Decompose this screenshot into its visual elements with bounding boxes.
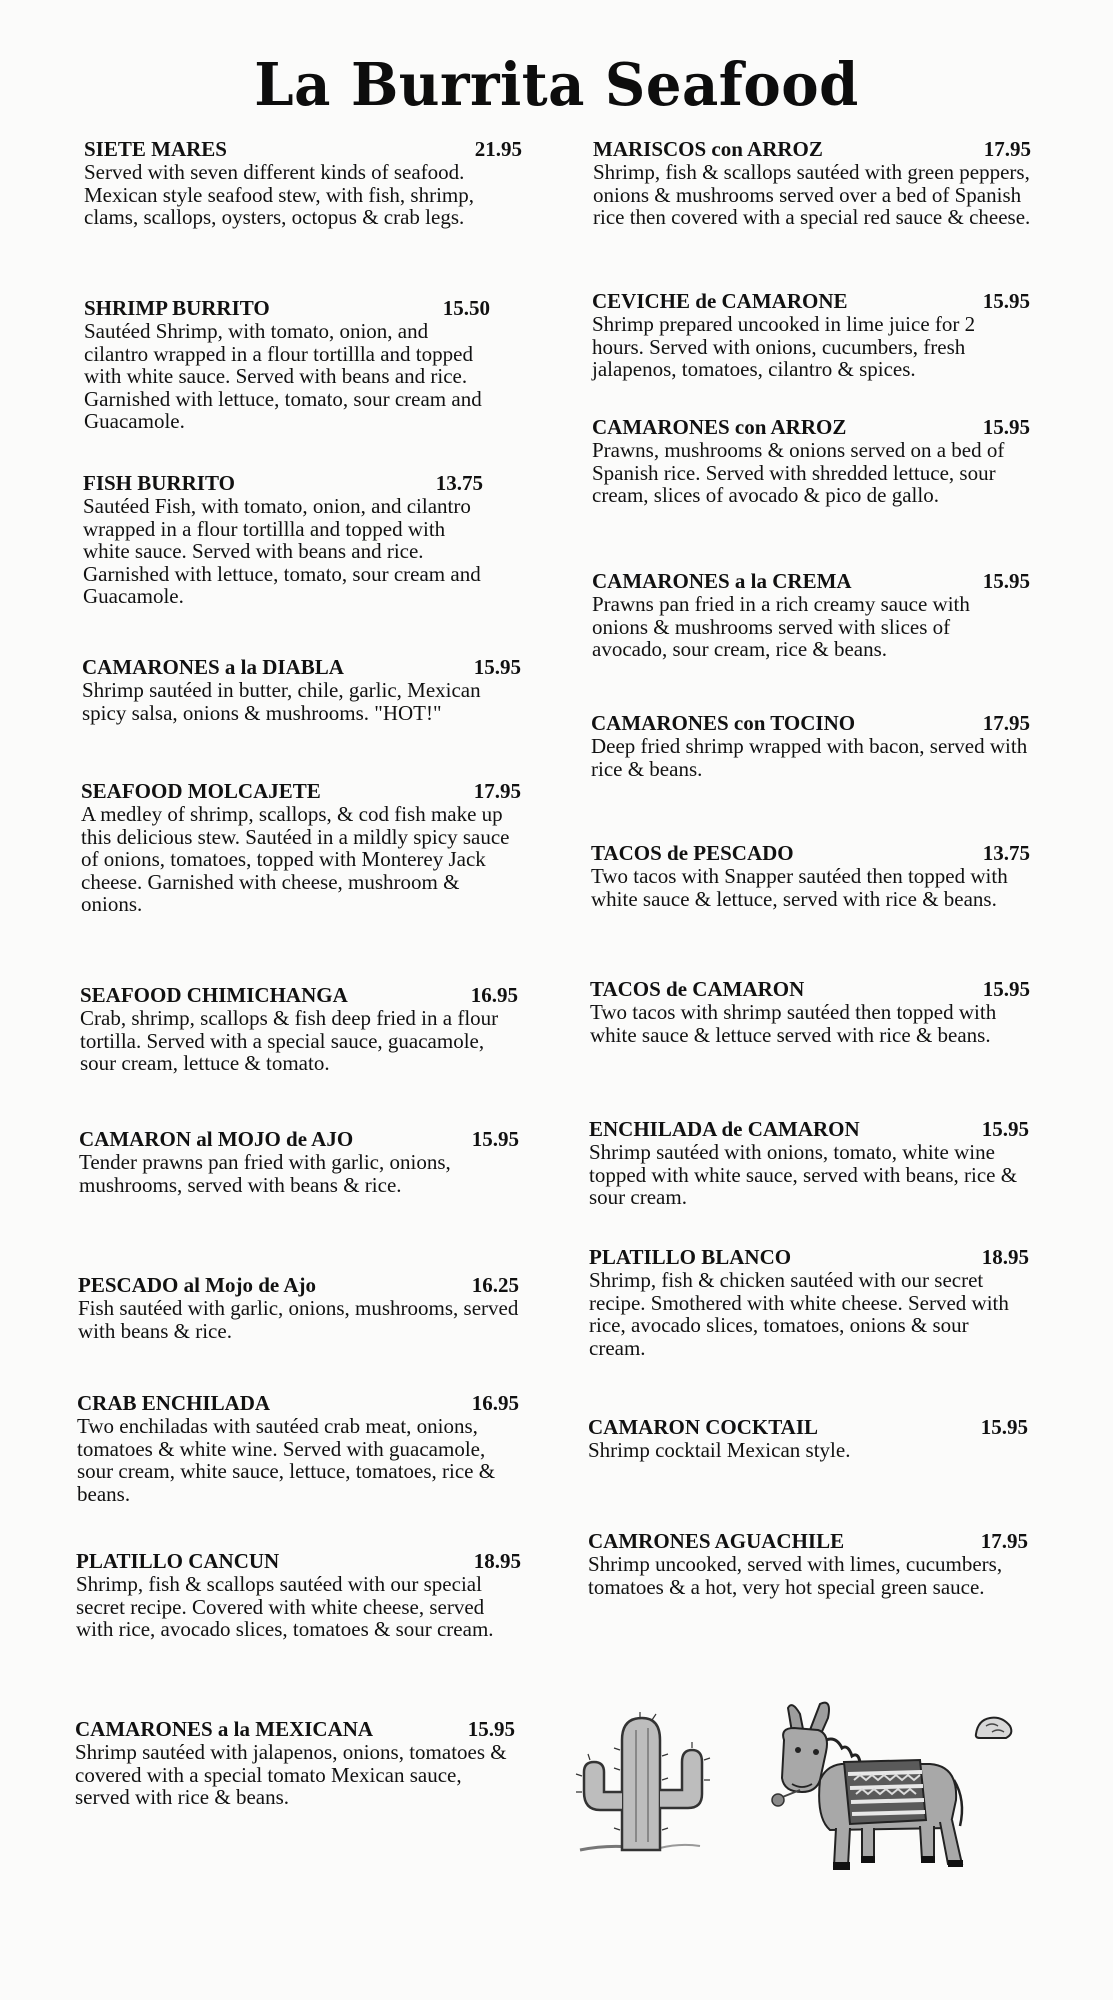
menu-item xyxy=(79,1128,519,1196)
menu-item xyxy=(589,1246,1029,1359)
item-description: Shrimp sautéed with jalapenos, onions, tomatoes & covered with a special tomato Mexican sauce, served with rice & beans. xyxy=(75,1740,507,1810)
item-name: CRAB ENCHILADA xyxy=(77,1391,271,1415)
item-price: 18.95 xyxy=(981,1245,1029,1269)
item-description: Shrimp uncooked, served with limes, cucumbers, tomatoes & a hot, very hot special green sauce. xyxy=(588,1552,1003,1599)
item-name: CAMARONES a la CREMA xyxy=(592,569,852,593)
item-price: 15.50 xyxy=(442,296,490,320)
item-name: TACOS de PESCADO xyxy=(591,841,794,865)
item-price: 17.95 xyxy=(982,711,1030,735)
item-name: CAMARONES con ARROZ xyxy=(592,415,847,439)
item-description: Sautéed Shrimp, with tomato, onion, and cilantro wrapped in a flour tortillla and topped with white sauce. Served with beans and rice. Garnished with lettuce, tomato, sour cream and Guacamole. xyxy=(84,319,482,434)
menu-item xyxy=(592,416,1030,507)
item-name: CAMARON COCKTAIL xyxy=(588,1415,819,1439)
item-description: Shrimp sautéed in butter, chile, garlic, Mexican spicy salsa, onions & mushrooms. "HOT!" xyxy=(82,678,481,725)
item-description: Shrimp, fish & chicken sautéed with our secret recipe. Smothered with white cheese. Served with rice, avocado slices, tomatoes, onions & sour cream. xyxy=(589,1268,1009,1360)
item-description: Served with seven different kinds of seafood. Mexican style seafood stew, with fish, shrimp, clams, scallops, oysters, octopus & crab legs. xyxy=(84,160,474,230)
item-description: Two tacos with Snapper sautéed then topped with white sauce & lettuce, served with rice & beans. xyxy=(591,864,1008,911)
item-description: Shrimp, fish & scallops sautéed with our special secret recipe. Covered with white cheese, served with rice, avocado slices, tomatoes & sour cream. xyxy=(76,1572,494,1642)
item-name: ENCHILADA de CAMARON xyxy=(589,1117,860,1141)
cactus-icon xyxy=(570,1710,730,1860)
item-price: 15.95 xyxy=(982,977,1030,1001)
menu-item xyxy=(83,472,483,608)
item-description: Shrimp cocktail Mexican style. xyxy=(588,1438,851,1462)
menu-item xyxy=(75,1718,515,1809)
item-price: 13.75 xyxy=(982,841,1030,865)
item-name: PLATILLO CANCUN xyxy=(76,1549,280,1573)
item-price: 17.95 xyxy=(983,137,1031,161)
item-description: Shrimp prepared uncooked in lime juice for 2 hours. Served with onions, cucumbers, fresh jalapenos, tomatoes, cilantro & spices. xyxy=(592,312,976,382)
item-description: Crab, shrimp, scallops & fish deep fried in a flour tortilla. Served with a special sauce, guacamole, sour cream, lettuce & tomato. xyxy=(80,1006,499,1076)
item-description: A medley of shrimp, scallops, & cod fish make up this delicious stew. Sautéed in a mildly spicy sauce of onions, tomatoes, topped with Monterey Jack cheese. Garnished with cheese, mushroom & onions. xyxy=(81,802,510,917)
item-price: 18.95 xyxy=(473,1549,521,1573)
item-description: Shrimp, fish & scallops sautéed with green peppers, onions & mushrooms served over a bed of Spanish rice then covered with a special red sauce & cheese. xyxy=(593,160,1031,230)
item-price: 21.95 xyxy=(474,137,522,161)
menu-item xyxy=(590,978,1030,1046)
menu-item xyxy=(84,297,490,433)
item-name: MARISCOS con ARROZ xyxy=(593,137,823,161)
item-price: 15.95 xyxy=(982,569,1030,593)
item-description: Shrimp sautéed with onions, tomato, white wine topped with white sauce, served with beans, rice & sour cream. xyxy=(589,1140,1018,1210)
menu-item xyxy=(592,570,1030,661)
item-name: SHRIMP BURRITO xyxy=(84,296,270,320)
menu-item xyxy=(84,138,522,229)
item-name: CAMARONES con TOCINO xyxy=(591,711,856,735)
item-name: FISH BURRITO xyxy=(83,471,235,495)
menu-item xyxy=(82,656,521,724)
item-description: Fish sautéed with garlic, onions, mushrooms, served with beans & rice. xyxy=(78,1296,519,1343)
menu-item xyxy=(589,1118,1029,1209)
rock-icon xyxy=(972,1712,1016,1742)
item-name: TACOS de CAMARON xyxy=(590,977,805,1001)
menu-item xyxy=(591,712,1030,780)
item-description: Prawns pan fried in a rich creamy sauce with onions & mushrooms served with slices of avocado, sour cream, rice & beans. xyxy=(592,592,970,662)
item-name: CEVICHE de CAMARONE xyxy=(592,289,848,313)
menu-item xyxy=(78,1274,519,1342)
item-description: Two tacos with shrimp sautéed then topped with white sauce & lettuce served with rice & beans. xyxy=(590,1000,997,1047)
menu-item xyxy=(81,780,521,916)
menu-item xyxy=(591,842,1030,910)
item-price: 17.95 xyxy=(473,779,521,803)
item-name: PLATILLO BLANCO xyxy=(589,1245,792,1269)
item-description: Tender prawns pan fried with garlic, onions, mushrooms, served with beans & rice. xyxy=(79,1150,451,1197)
item-price: 15.95 xyxy=(981,1117,1029,1141)
menu-item xyxy=(592,290,1030,381)
item-price: 15.95 xyxy=(980,1415,1028,1439)
item-name: CAMARONES a la DIABLA xyxy=(82,655,344,679)
page-title: La Burrita Seafood xyxy=(254,50,859,120)
item-name: SEAFOOD MOLCAJETE xyxy=(81,779,321,803)
menu-item xyxy=(76,1550,521,1641)
item-description: Prawns, mushrooms & onions served on a bed of Spanish rice. Served with shredded lettuce, sour cream, slices of avocado & pico de gallo. xyxy=(592,438,1005,508)
item-description: Sautéed Fish, with tomato, onion, and cilantro wrapped in a flour tortillla and topped with white sauce. Served with beans and rice. Garnished with lettuce, tomato, sour cream and Guacamole. xyxy=(83,494,481,609)
item-name: CAMARON al MOJO de AJO xyxy=(79,1127,354,1151)
item-price: 16.95 xyxy=(470,983,518,1007)
item-price: 13.75 xyxy=(435,471,483,495)
item-name: PESCADO al Mojo de Ajo xyxy=(78,1273,316,1297)
menu-item xyxy=(80,984,518,1075)
item-price: 15.95 xyxy=(471,1127,519,1151)
item-price: 15.95 xyxy=(982,289,1030,313)
item-description: Deep fried shrimp wrapped with bacon, served with rice & beans. xyxy=(591,734,1028,781)
item-name: CAMARONES a la MEXICANA xyxy=(75,1717,374,1741)
item-price: 15.95 xyxy=(982,415,1030,439)
donkey-icon xyxy=(770,1700,970,1880)
menu-item xyxy=(588,1530,1028,1598)
item-price: 16.25 xyxy=(471,1273,519,1297)
item-price: 15.95 xyxy=(467,1717,515,1741)
item-name: SEAFOOD CHIMICHANGA xyxy=(80,983,348,1007)
item-price: 16.95 xyxy=(471,1391,519,1415)
menu-item xyxy=(593,138,1031,229)
item-price: 15.95 xyxy=(473,655,521,679)
menu-item xyxy=(77,1392,519,1505)
item-name: CAMRONES AGUACHILE xyxy=(588,1529,845,1553)
item-price: 17.95 xyxy=(980,1529,1028,1553)
item-description: Two enchiladas with sautéed crab meat, onions, tomatoes & white wine. Served with guacamole, sour cream, white sauce, lettuce, tomatoes, rice & beans. xyxy=(77,1414,496,1506)
item-name: SIETE MARES xyxy=(84,137,227,161)
menu-item xyxy=(588,1416,1028,1462)
